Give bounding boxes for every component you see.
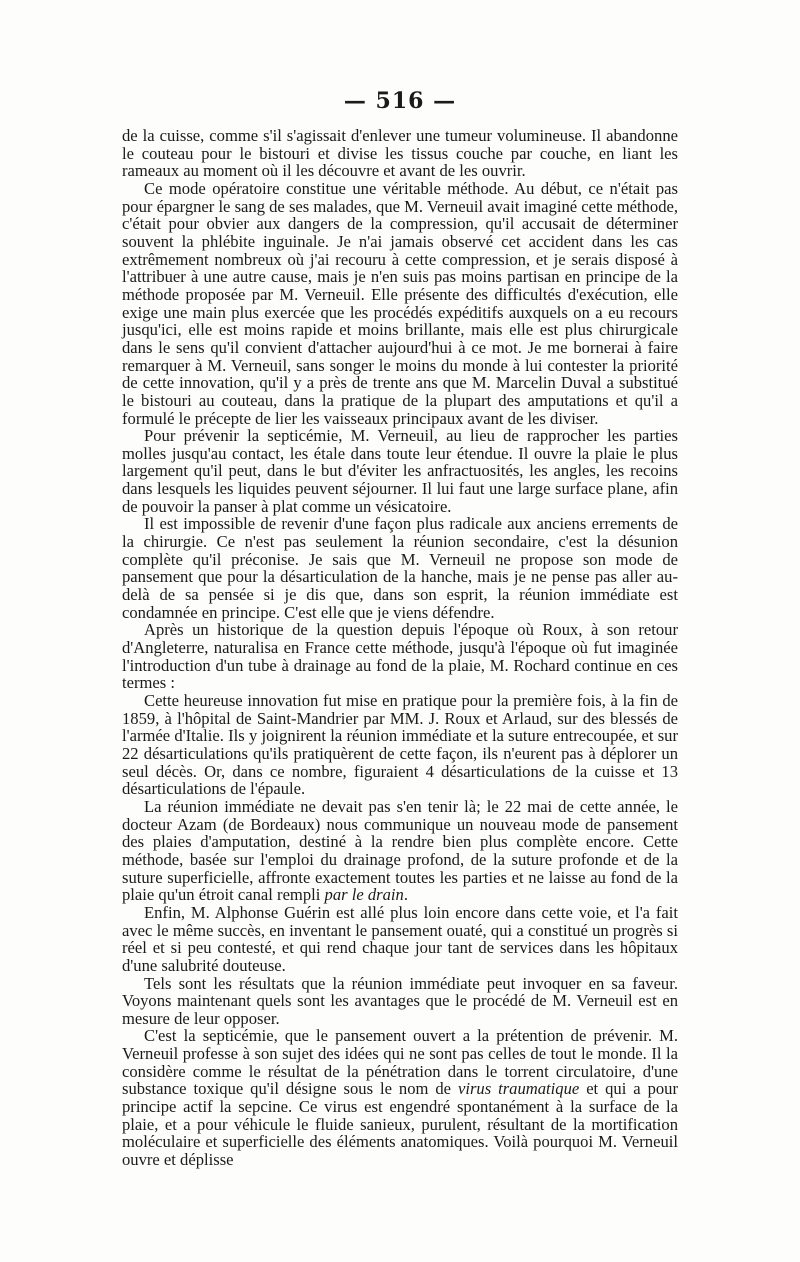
paragraph: Enfin, M. Alphonse Guérin est allé plus loin encore dans cette voie, et l'a fait avec le même succès, en inventant le pansement ouaté, qui a constitué un progrès si réel et si peu contesté, et qui rend chaque jour tant de services dans les hôpitaux d'une salubrité douteuse. xyxy=(122,902,678,975)
paragraph: de la cuisse, comme s'il s'agissait d'enlever une tumeur volumineuse. Il abandonne le couteau pour le bistouri et divise les tissus couche par couche, en liant les rameaux au moment où il les découvre et avant de les ouvrir. xyxy=(122,126,678,181)
paragraph: Pour prévenir la septicémie, M. Verneuil, au lieu de rapprocher les parties molles jusqu'au contact, les étale dans toute leur étendue. Il ouvre la plaie le plus largement qu'il peut, dans le but d'éviter les anfractuosités, les angles, les recoins dans lesquels les liquides peuvent séjourner. Il lui faut une large surface plane, afin de pouvoir la panser à plat comme un vésicatoire. xyxy=(122,426,678,516)
paragraph: Ce mode opératoire constitue une véritable méthode. Au début, ce n'était pas pour épargner le sang de ses malades, que M. Verneuil avait imaginé cette méthode, c'était pour obvier aux dangers de la compression, qu'il accusait de déterminer souvent la phlébite inguinale. Je n'ai jamais observé cet accident dans les cas extrêmement nombreux où j'ai recouru à cette compression, et je serais disposé à l'attribuer à une autre cause, mais je n'en suis pas moins partisan en principe de la méthode proposée par M. Verneuil. Elle présente des difficultés d'exécution, elle exige une main plus exercée que les procédés expéditifs auxquels on a eu recours jusqu'ici, elle est moins rapide et moins brillante, mais elle est plus chirurgicale dans le sens qu'il convient d'attacher aujourd'hui à ce mot. Je me bornerai à faire remarquer à M. Verneuil, sans songer le moins du monde à lui contester la priorité de cette innovation, qu'il y a près de trente ans que M. Marcelin Duval a substitué le bistouri au couteau, dans la pratique de la plupart des amputations et qu'il a formulé le précepte de lier les vaisseaux principaux avant de les diviser. xyxy=(122,178,679,428)
paragraph: C'est la septicémie, que le pansement ouvert a la prétention de prévenir. M. Verneuil professe à son sujet des idées qui ne sont pas celles de tout le monde. Il la considère comme le résultat de la pénétration dans le torrent circulatoire, d'une substance toxique qu'il désigne sous le nom de virus traumatique et qui a pour principe actif la sepcine. Ce virus est engendré spontanément à la surface de la plaie, et a pour véhicule le fluide sanieux, purulent, résultant de la mortification moléculaire et superficielle des éléments anatomiques. Voilà pourquoi M. Verneuil ouvre et déplisse xyxy=(122,1026,678,1170)
page-number: — 516 — xyxy=(343,88,457,114)
paragraph: Tels sont les résultats que la réunion immédiate peut invoquer en sa faveur. Voyons maintenant quels sont les avantages que le procédé de M. Verneuil est en mesure de leur opposer. xyxy=(122,973,678,1028)
paragraph: Après un historique de la question depuis l'époque où Roux, à son retour d'Angleterre, naturalisa en France cette méthode, jusqu'à l'époque où fut imaginée l'introduction d'un tube à drainage au fond de la plaie, M. Rochard continue en ces termes : xyxy=(122,620,678,693)
paragraph: La réunion immédiate ne devait pas s'en tenir là; le 22 mai de cette année, le docteur Azam (de Bordeaux) nous communique un nouveau mode de pansement des plaies d'amputation, destiné à la rendre bien plus complète encore. Cette méthode, basée sur l'emploi du drainage profond, de la suture profonde et de la suture superficielle, affronte exactement toutes les parties et ne laisse au fond de la plaie qu'un étroit canal rempli par le drain. xyxy=(122,796,678,905)
paragraph: Il est impossible de revenir d'une façon plus radicale aux anciens errements de la chirurgie. Ce n'est pas seulement la réunion secondaire, c'est la désunion complète qu'il préconise. Je sais que M. Verneuil ne propose son mode de pansement que pour la désarticulation de la hanche, mais je ne pense pas aller au-delà de sa pensée si je dis que, dans son esprit, la réunion immédiate est condamnée en principe. C'est elle que je viens défendre. xyxy=(122,514,678,622)
paragraph: Cette heureuse innovation fut mise en pratique pour la première fois, à la fin de 1859, à l'hôpital de Saint-Mandrier par MM. J. Roux et Arlaud, sur des blessés de l'armée d'Italie. Ils y joignirent la réunion immédiate et la suture entrecoupée, et sur 22 désarticulations qu'ils pratiquèrent de cette façon, ils n'eurent pas à déplorer un seul décès. Or, dans ce nombre, figuraient 4 désarticulations de la cuisse et 13 désarticulations de l'épaule. xyxy=(122,691,678,799)
body-text xyxy=(122,127,678,1169)
